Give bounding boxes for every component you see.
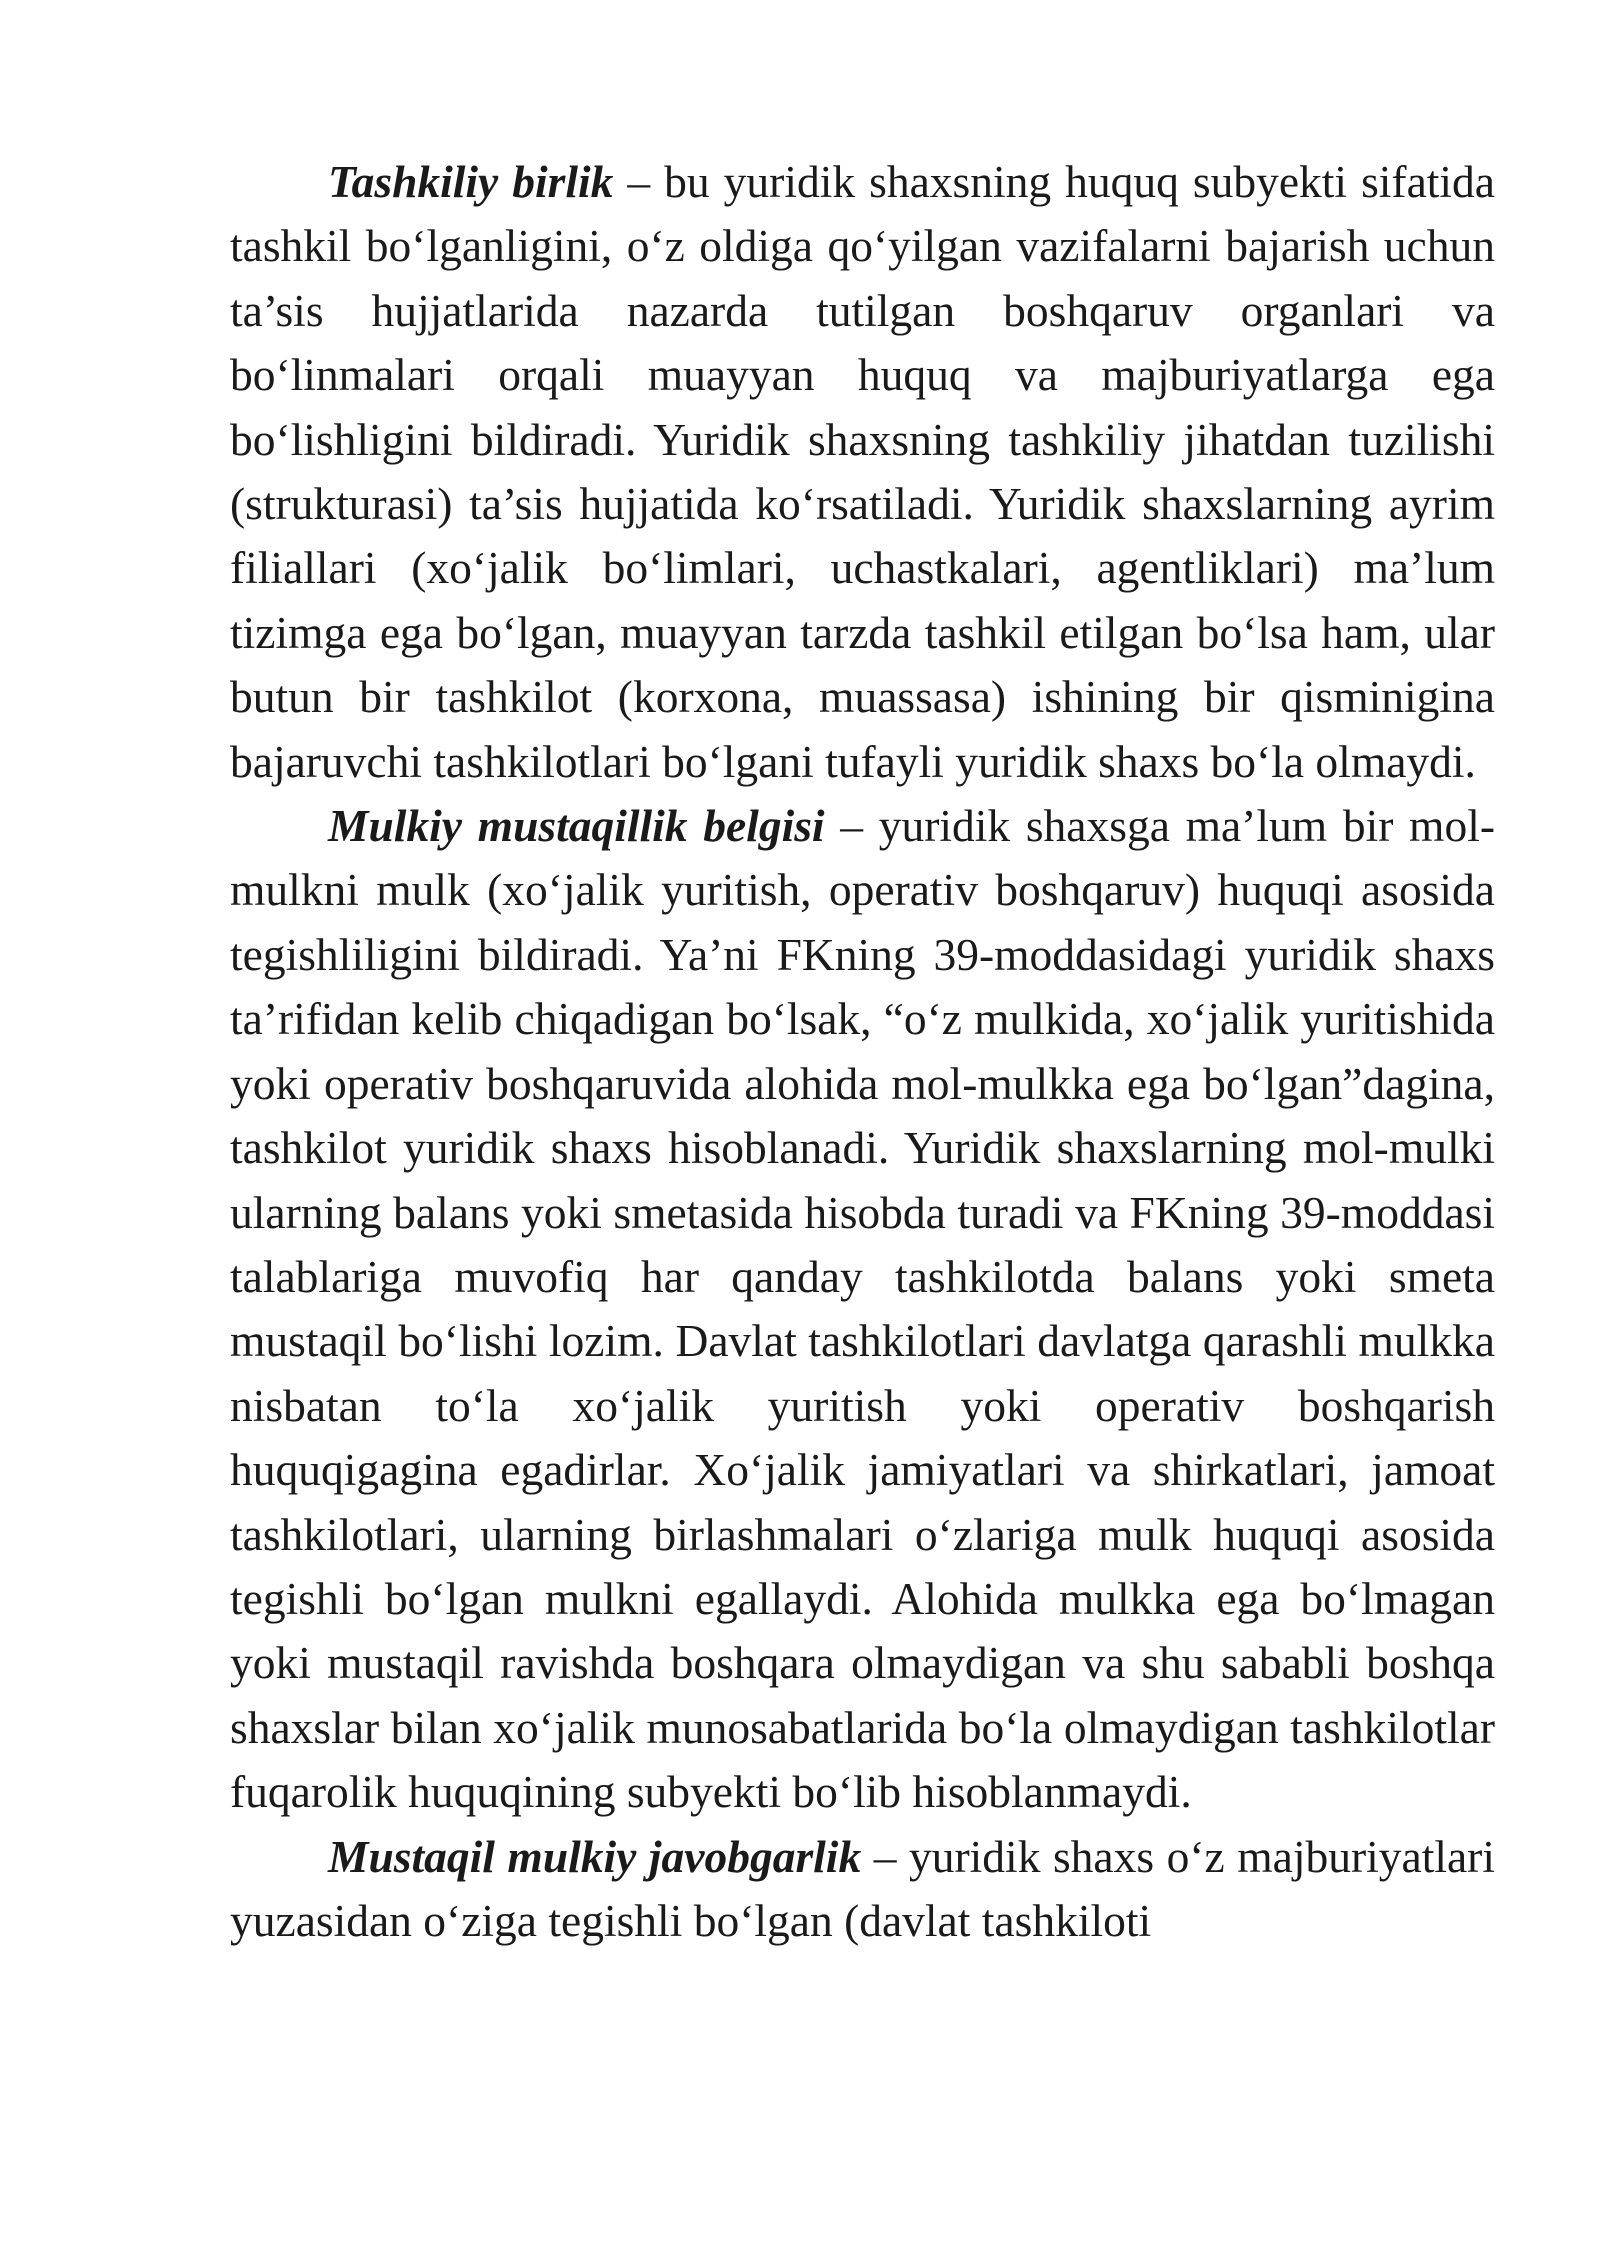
term-tashkiliy-birlik: Tashkiliy birlik xyxy=(328,156,614,207)
paragraph-text: – yuridik shaxs o‘z majburiyatlari yuzasidan o‘ziga tegishli bo‘lgan (davlat tashkiloti xyxy=(230,1830,1495,1946)
paragraph-mustaqil-javobgarlik xyxy=(230,1825,1495,1954)
paragraph-mulkiy-mustaqillik xyxy=(230,794,1495,1825)
term-mulkiy-mustaqillik: Mulkiy mustaqillik belgisi xyxy=(328,800,825,852)
paragraph-tashkiliy-birlik xyxy=(230,150,1495,794)
paragraph-text: – bu yuridik shaxsning huquq subyekti sifatida tashkil bo‘lganligini, o‘z oldiga qo‘yilgan vazifalarni bajarish uchun ta’sis hujjatlarida nazarda tutilgan boshqaruv organlari va bo‘linmalari orqali muayyan huquq va majburiyatlarga ega bo‘lishligini bildiradi. Yuridik shaxsning tashkiliy jihatdan tuzilishi (strukturasi) ta’sis hujjatida ko‘rsatiladi. Yuridik shaxslarning ayrim filiallari (xo‘jalik bo‘limlari, uchastkalari, agentliklari) ma’lum tizimga ega bo‘lgan, muayyan tarzda tashkil etilgan bo‘lsa ham, ular butun bir tashkilot (korxona, muassasa) ishining bir qisminigina bajaruvchi tashkilotlari bo‘lgani tufayli yuridik shaxs bo‘la olmaydi. xyxy=(230,156,1495,787)
document-body xyxy=(230,150,1495,1953)
paragraph-text: – yuridik shaxsga ma’lum bir mol-mulkni mulk (xo‘jalik yuritish, operativ boshqaruv) huquqi asosida tegishliligini bildiradi. Ya’ni FKning 39-moddasidagi yuridik shaxs ta’rifidan kelib chiqadigan bo‘lsak, “o‘z mulkida, xo‘jalik yuritishida yoki operativ boshqaruvida alohida mol-mulkka ega bo‘lgan”dagina, tashkilot yuridik shaxs hisoblanadi. Yuridik shaxslarning mol-mulki ularning balans yoki smetasida hisobda turadi va FKning 39-moddasi talablariga muvofiq har qanday tashkilotda balans yoki smeta mustaqil bo‘lishi lozim. Davlat tashkilotlari davlatga qarashli mulkka nisbatan to‘la xo‘jalik yuritish yoki operativ boshqarish huquqigagina egadirlar. Xo‘jalik jamiyatlari va shirkatlari, jamoat tashkilotlari, ularning birlashmalari o‘zlariga mulk huquqi asosida tegishli bo‘lgan mulkni egallaydi. Alohida mulkka ega bo‘lmagan yoki mustaqil ravishda boshqara olmaydigan va shu sababli boshqa shaxslar bilan xo‘jalik munosabatlarida bo‘la olmaydigan tashkilotlar fuqarolik huquqining subyekti bo‘lib hisoblanmaydi. xyxy=(230,800,1495,1818)
term-mustaqil-javobgarlik: Mustaqil mulkiy javobgarlik xyxy=(328,1830,862,1882)
